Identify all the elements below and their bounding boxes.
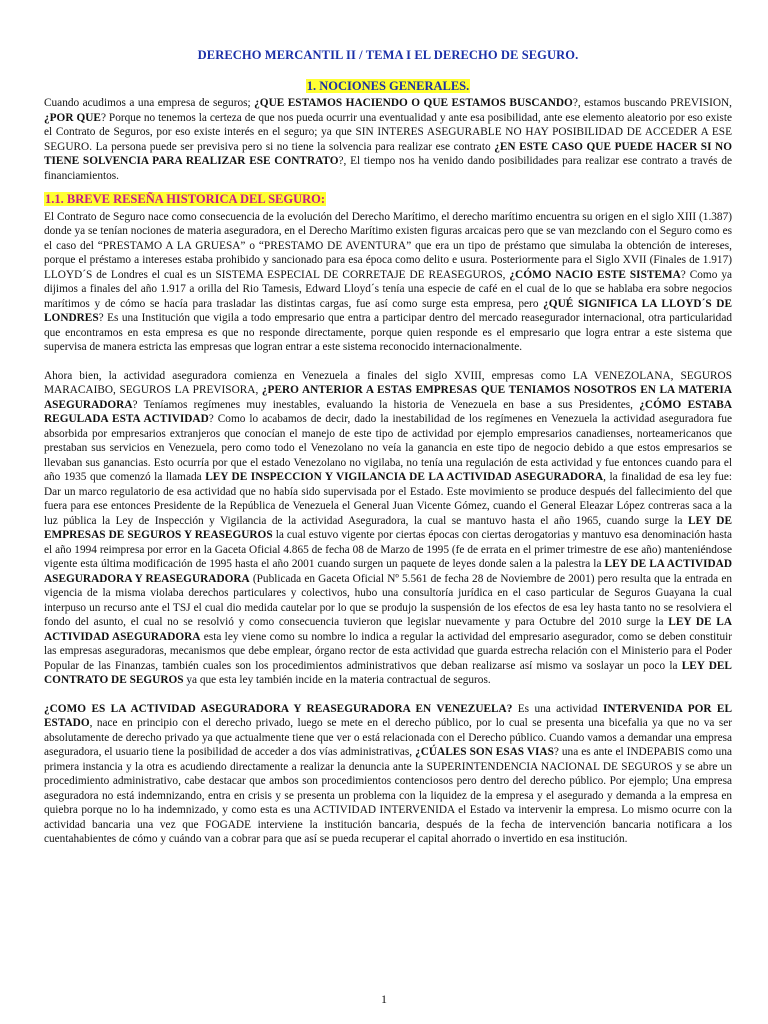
page-number: 1: [381, 992, 387, 1006]
text-run: ? una es ante el INDEPABIS como una primera instancia y la otra es acudiendo directamente a realizar la denuncia ante la SUPERINTENDENCIA NACIONAL DE SEGUROS y se abre un procedimiento administrativo, cabe destacar que ambos son procedimientos contenciosos pero dentro del derecho público. Por ejemplo; Una empresa aseguradora no está indemnizando, entra en crisis y se presenta un problema con la liquidez de la empresa y el asegurado y demanda a la empresa en quiebra porque no lo ha indemnizado, y como esta es una ACTIVIDAD INTERVENIDA el Estado va intervenir la empresa. Lo mismo ocurre con la actividad bancaria una vez que FOGADE interviene la institución bancaria, después de la fecha de intervención bancaria notificara a los cuentahabientes de cómo y cuándo van a cobrar para que así se pueda recuperar el capital ahorrado o invertido en esa institución.: [44, 746, 732, 845]
text-run: ya que esta ley también incide en la materia contractual de seguros.: [183, 674, 491, 686]
history-paragraph-1: [44, 210, 732, 355]
text-run: ? Es una Institución que vigila a todo empresario que entra a participar dentro del mercado reasegurador internacional, otra particularidad que encontramos en esta empresa es que no responde directamente, porque quien responde es el empresario que logra entrar a este sistema que supervisa de manera estricta las empresas que logran entrar a este sistema reconocido internacionalmente.: [44, 312, 732, 353]
section-1-1-heading-row: [44, 192, 732, 208]
text-run: la cual estuvo vigente por ciertas épocas con ciertas derogatorias y mantuvo esa denominación hasta el año 1994 reimpresa por error en la Gaceta Oficial 4.865 de fecha 08 de Marzo de 1995 (fe de errata en el primer trimestre de ese año) manteniéndose vigente esta última modificación de 1995 hasta el año 2001 cuando surgen un paquete de leyes donde salen a la palestra la: [44, 529, 732, 570]
text-run: El Contrato de Seguro nace como consecuencia de la evolución del Derecho Marítimo, el derecho marítimo encuentra su origen en el siglo XIII (1.387) donde ya se tenían nociones de materia aseguradora, en el Derecho Marítimo existen figuras arcaicas pero que se van mezclando con el Seguro como es el caso del “PRESTAMO A LA GRUESA” o “PRESTAMO DE AVENTURA” que era un tipo de préstamo que simulaba la obtención de intereses, porque el préstamo a intereses estaba prohibido y sancionado para esa época como delito e usura. Posteriormente para el Siglo XVII (Finales de 1.917) LLOYD´S de Londres el cual es un SISTEMA ESPECIAL DE CORRETAJE DE REASEGUROS,: [44, 210, 732, 281]
text-run: (Publicada en Gaceta Oficial Nº 5.561 de fecha 28 de Noviembre de 2001) pero resulta que la entrada en vigencia de la misma violaba derechos particulares y colectivos, hubo una consultoría jurídica en el caso particular de Seguros Guayana la cual interpuso un recurso ante el TSJ el cual dio medida cautelar por lo que se produjo la suspensión de los efectos de esa ley hasta tanto no se resolviera el fondo del asunto, el cual no se resolvió y como consecuencia tuvieron que legislar nuevamente y para Octubre del 2010 surge la: [44, 572, 732, 628]
bold-run: ¿PERO ANTERIOR A ESTAS EMPRESAS QUE TENIAMOS NOSOTROS EN LA MATERIA ASEGURADORA: [44, 384, 732, 411]
bold-run: LEY DE INSPECCION Y VIGILANCIA DE LA ACTIVIDAD ASEGURADORA: [205, 471, 604, 483]
bold-run: ¿POR QUE: [44, 111, 101, 124]
section-1-1-heading: 1.1. BREVE RESEÑA HISTORICA DEL SEGURO:: [45, 192, 326, 206]
text-run: ? Teníamos regímenes muy inestables, evaluando la historia de Venezuela en base a sus Presidentes,: [132, 398, 640, 411]
bold-run: ¿EN ESTE CASO QUE PUEDE HACER SI NO TIENE SOLVENCIA PARA REALIZAR ESE CONTRATO: [44, 140, 732, 167]
bold-run: ¿COMO ES LA ACTIVIDAD ASEGURADORA Y REASEGURADORA EN VENEZUELA?: [44, 702, 513, 715]
bold-run: ¿QUÉ SIGNIFICA LA LLOYD´S DE LONDRES: [44, 297, 732, 324]
bold-run: ¿QUE ESTAMOS HACIENDO O QUE ESTAMOS BUSCANDO: [254, 97, 573, 109]
text-run: , la finalidad de esa ley fue: Dar un marco regulatorio de esa actividad que no había sido supervisada por el Estado. Este movimiento se produce después del fallecimiento del que fuera para ese entonces Presidente de la República de Venezuela el General Juan Vicente Gómez, cuando el General Eleazar López contreras saca a la luz pública la Ley de Inspección y Vigilancia de la actividad Aseguradora, la cual se mantuvo hasta el año 1965, cuando surge la: [44, 471, 733, 527]
text-run: ? Como lo acabamos de decir, dado la inestabilidad de los regímenes en Venezuela la actividad aseguradora fue absorbida por empresarios extranjeros que conocían el manejo de este tipo de actividad por ejemplo empresarios canadienses, norteamericanos que prestaban sus servicios en Venezuela, pero como todo el Venezolano no veía la ganancia en este tipo de negocio debido a que estos empresarios se llevaban sus ganancias. Esto ocurría por que el estado Venezolano no vigilaba, no tenía una regulación de esta actividad y fue entonces cuando para el año 1935 que comenzó la llamada: [44, 413, 732, 483]
section-1-heading: 1. NOCIONES GENERALES.: [306, 78, 470, 93]
bold-run: ¿CÓMO ESTABA REGULADA ESTA ACTIVIDAD: [44, 398, 732, 425]
text-run: ? Como ya dijimos a finales del año 1.917 a orilla del Rio Tamesis, Edward Lloyd´s tenía una especie de café en el cual de lo que se hablaba era sobre negocios marítimos y de cómo se hacía para trasladar las distintas cargas, fue así como surge esta empresa, pero: [44, 268, 732, 310]
bold-run: LEY DE EMPRESAS DE SEGUROS Y REASEGUROS: [44, 514, 732, 541]
bold-run: INTERVENIDA POR EL ESTADO: [44, 702, 733, 729]
history-paragraph-3: [44, 702, 732, 847]
bold-run: LEY DE LA ACTIVIDAD ASEGURADORA: [44, 616, 732, 643]
text-run: ?, El tiempo nos ha venido dando posibilidades para realizar ese contrato a través de financiamientos.: [44, 155, 732, 182]
bold-run: ¿CÚALES SON ESAS VIAS: [415, 746, 554, 758]
bold-run: LEY DEL CONTRATO DE SEGUROS: [44, 659, 732, 686]
document-title: DERECHO MERCANTIL II / TEMA I EL DERECHO DE SEGURO.: [197, 48, 579, 62]
history-paragraph-2: [44, 369, 732, 688]
text-run: Ahora bien, la actividad aseguradora comienza en Venezuela a finales del siglo XVIII, empresas como LA VENEZOLANA, SEGUROS MARACAIBO, SEGUROS LA PREVISORA,: [44, 369, 732, 396]
document-page: [44, 48, 732, 847]
section-1-heading-row: [44, 79, 732, 95]
text-run: esta ley viene como su nombre lo indica a regular la actividad del empresario asegurador, como se deben constituir las empresas aseguradoras, mecanismos que debe emplear, órgano rector de esta actividad que guarda estrecha relación con el Ministerio para el Poder Popular de las Finanzas, también cuales son los procedimientos administrativos que deban realizarse así mismo va soslayar un poco la: [44, 630, 733, 672]
text-run: Cuando acudimos a una empresa de seguros;: [44, 97, 255, 109]
bold-run: LEY DE LA ACTIVIDAD ASEGURADORA Y REASEGURADORA: [44, 558, 732, 585]
text-run: ?, estamos buscando PREVISION,: [572, 97, 733, 109]
text-run: Es una actividad: [512, 702, 603, 715]
bold-run: ¿CÓMO NACIO ESTE SISTEMA: [509, 268, 681, 281]
text-run: , nace en principio con el derecho privado, luego se mete en el derecho público, por lo cual se presenta una bicefalia ya que no va ser absolutamente de derecho privado ya que actualmente tiene que ver o está relacionada con el Derecho público. Cuando vamos a demandar una empresa aseguradora, el usuario tiene la posibilidad de acceder a dos vías administrativas,: [44, 717, 732, 758]
section-1-paragraph: [44, 96, 732, 183]
text-run: ? Porque no tenemos la certeza de que nos pueda ocurrir una eventualidad y ante esa posibilidad, ante ese elemento aleatorio por eso existe el Contrato de Seguros, por eso existe interés en el seguro; ya que SIN INTERES ASEGURABLE NO HAY POSIBILIDAD DE ACCEDER A ESE SEGURO. La persona puede ser previsiva pero si no tiene la solvencia para realizar ese contrato: [44, 111, 732, 153]
